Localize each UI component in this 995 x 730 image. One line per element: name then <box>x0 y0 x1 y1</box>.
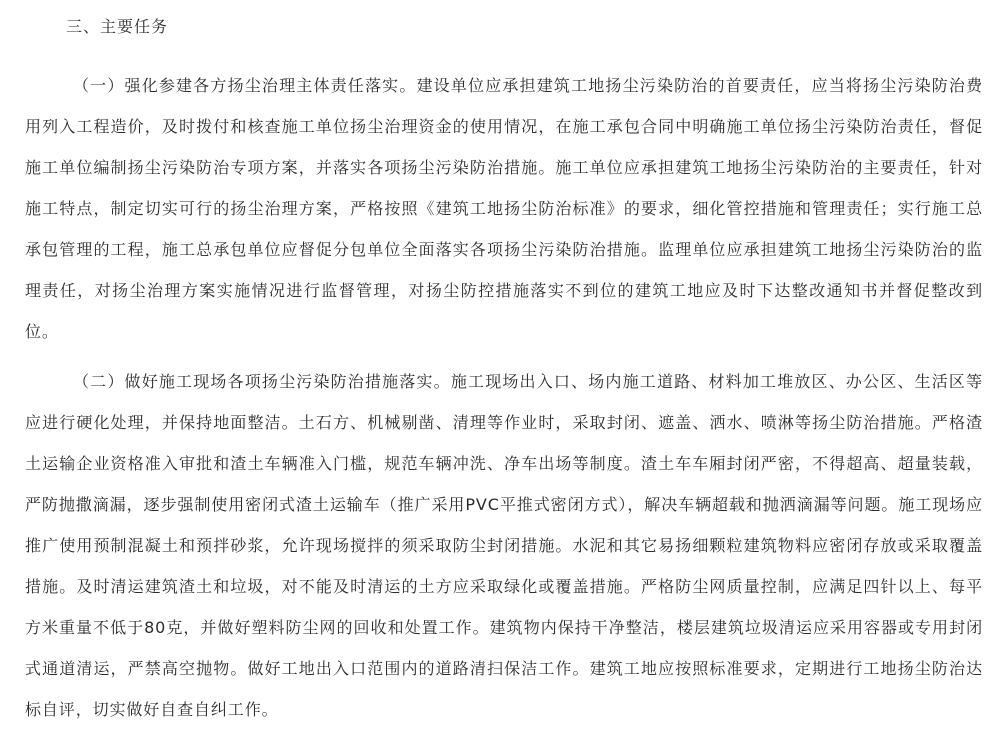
section-heading: 三、主要任务 <box>66 17 169 36</box>
paragraph-2: （二）做好施工现场各项扬尘污染防治措施落实。施工现场出入口、场内施工道路、材料加工堆放区、办公区、生活区等应进行硬化处理，并保持地面整洁。土石方、机械剔凿、清理等作业时，采取封闭、遮盖、洒水、喷淋等扬尘防治措施。严格渣土运输企业资格准入审批和渣土车辆准入门槛，规范车辆冲洗、净车出场等制度。渣土车车厢封闭严密，不得超高、超量装载，严防抛撒滴漏，逐步强制使用密闭式渣土运输车（推广采用PVC平推式密闭方式），解决车辆超载和抛洒滴漏等问题。施工现场应推广使用预制混凝土和预拌砂浆，允许现场搅拌的须采取防尘封闭措施。水泥和其它易扬细颗粒建筑物料应密闭存放或采取覆盖措施。及时清运建筑渣土和垃圾，对不能及时清运的土方应采取绿化或覆盖措施。严格防尘网质量控制，应满足四针以上、每平方米重量不低于80克，并做好塑料防尘网的回收和处置工作。建筑物内保持干净整洁，楼层建筑垃圾清运应采用容器或专用封闭式通道清运，严禁高空抛物。做好工地出入口范围内的道路清扫保洁工作。建筑工地应按照标准要求，定期进行工地扬尘防治达标自评，切实做好自查自纠工作。 <box>25 372 983 719</box>
paragraph-1: （一）强化参建各方扬尘治理主体责任落实。建设单位应承担建筑工地扬尘污染防治的首要责任，应当将扬尘污染防治费用列入工程造价，及时拨付和核查施工单位扬尘治理资金的使用情况，在施工承包合同中明确施工单位扬尘污染防治责任，督促施工单位编制扬尘污染防治专项方案，并落实各项扬尘污染防治措施。施工单位应承担建筑工地扬尘污染防治的主要责任，针对施工特点，制定切实可行的扬尘治理方案，严格按照《建筑工地扬尘防治标准》的要求，细化管控措施和管理责任；实行施工总承包管理的工程，施工总承包单位应督促分包单位全面落实各项扬尘污染防治措施。监理单位应承担建筑工地扬尘污染防治的监理责任，对扬尘治理方案实施情况进行监督管理，对扬尘防控措施落实不到位的建筑工地应及时下达整改通知书并督促整改到位。 <box>25 76 983 341</box>
